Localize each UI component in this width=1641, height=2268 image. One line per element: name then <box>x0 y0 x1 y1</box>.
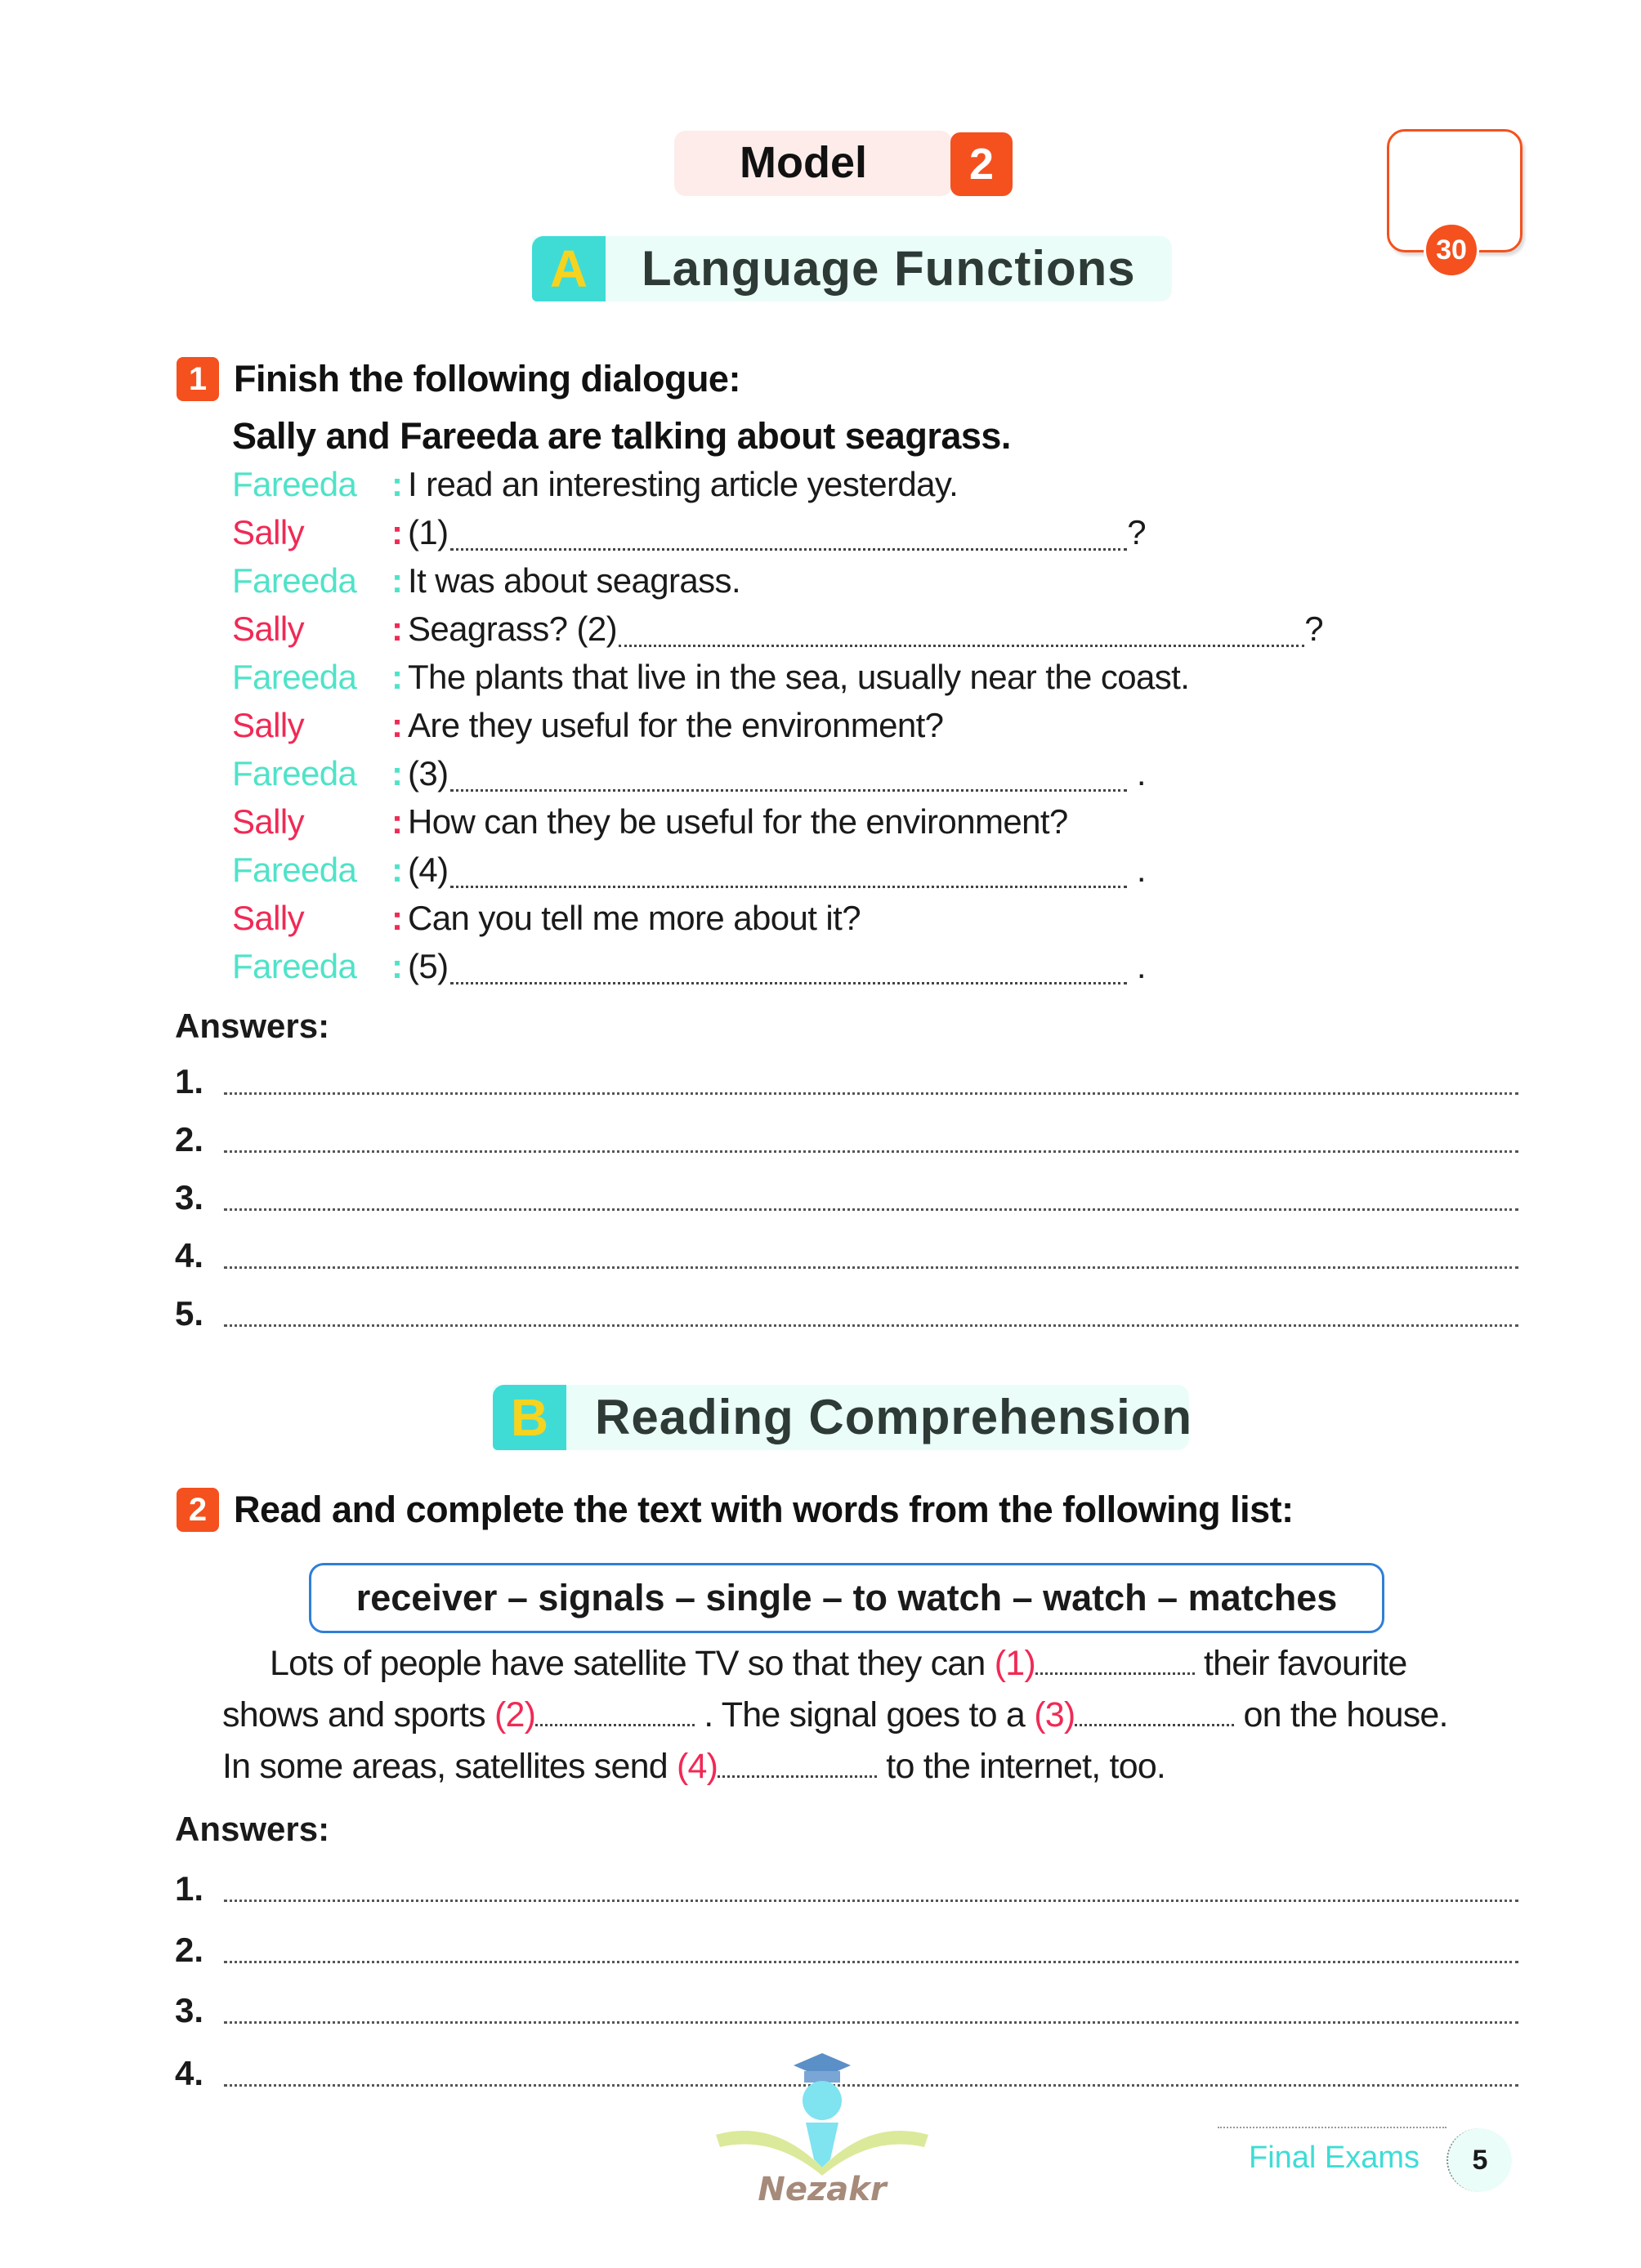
colon: : <box>391 561 403 600</box>
speaker-name: Fareeda <box>232 850 357 889</box>
speaker-name: Sally <box>232 899 305 937</box>
word-list-box: receiver – signals – single – to watch – watch – matches <box>309 1563 1384 1633</box>
section-a-letter: A <box>532 236 606 301</box>
blank-label-1: (1) <box>994 1644 1035 1683</box>
text: In some areas, satellites send <box>222 1747 677 1786</box>
paragraph-line-2 <box>222 1695 1522 1735</box>
answer-blank[interactable] <box>450 540 1128 551</box>
blank-label-3: (3) <box>1034 1695 1075 1734</box>
text: their favourite <box>1194 1644 1407 1683</box>
answer-number: 3. <box>175 1178 204 1217</box>
line-end: . <box>1136 754 1146 792</box>
blank-label-2: (2) <box>494 1695 536 1734</box>
answer-line[interactable] <box>224 2021 1518 2024</box>
line-text: I read an interesting article yesterday. <box>408 465 959 503</box>
colon: : <box>391 850 403 889</box>
line-text: It was about seagrass. <box>408 561 741 600</box>
answer-row <box>175 1991 1518 2030</box>
blank-4[interactable] <box>718 1767 877 1778</box>
answer-number: 5. <box>175 1294 204 1333</box>
answer-row <box>175 1869 1518 1909</box>
question-2-title: Read and complete the text with words from the following list: <box>234 1489 1294 1530</box>
answer-line[interactable] <box>224 1150 1518 1153</box>
model-label: Model <box>740 138 867 187</box>
text: on the house. <box>1234 1695 1448 1734</box>
dialogue-line <box>232 850 1146 898</box>
speaker-name: Sally <box>232 513 305 551</box>
text: shows and sports <box>222 1695 494 1734</box>
answer-number: 1. <box>175 1869 204 1908</box>
answer-number: 1. <box>175 1062 204 1101</box>
dialogue-line <box>232 706 943 753</box>
text: . The signal goes to a <box>695 1695 1035 1734</box>
line-text: (4) <box>408 850 449 889</box>
question-2-number: 2 <box>177 1488 219 1532</box>
blank-3[interactable] <box>1075 1716 1234 1726</box>
answer-blank[interactable] <box>619 636 1304 647</box>
question-1-title: Finish the following dialogue: <box>234 358 740 400</box>
line-text: (5) <box>408 947 449 985</box>
answer-number: 3. <box>175 1991 204 2029</box>
dialogue-line <box>232 561 740 609</box>
line-text: Seagrass? (2) <box>408 609 617 648</box>
dialogue-line <box>232 658 1189 705</box>
speaker-name: Fareeda <box>232 561 357 600</box>
blank-2[interactable] <box>535 1716 695 1726</box>
page-number: 5 <box>1446 2128 1512 2192</box>
colon: : <box>391 899 403 937</box>
footer-rule <box>1218 2127 1446 2128</box>
colon: : <box>391 513 403 551</box>
answer-line[interactable] <box>224 1324 1518 1327</box>
colon: : <box>391 465 403 503</box>
colon: : <box>391 658 403 696</box>
nezakr-logo <box>708 2045 937 2208</box>
line-end: . <box>1136 850 1146 889</box>
section-b-title: Reading Comprehension <box>595 1390 1193 1444</box>
dialogue-line <box>232 609 1323 657</box>
footer-label: Final Exams <box>1249 2141 1420 2175</box>
answer-number: 4. <box>175 1236 204 1275</box>
answer-line[interactable] <box>224 1900 1518 1902</box>
answers-label-2: Answers: <box>175 1810 330 1848</box>
colon: : <box>391 947 403 985</box>
answer-number: 2. <box>175 1120 204 1159</box>
answer-row <box>175 1931 1518 1970</box>
speaker-name: Fareeda <box>232 947 357 985</box>
model-number: 2 <box>950 132 1013 196</box>
answer-line[interactable] <box>224 1092 1518 1095</box>
line-end: . <box>1136 947 1146 985</box>
blank-label-4: (4) <box>677 1747 718 1786</box>
line-end: ? <box>1304 609 1323 648</box>
answer-line[interactable] <box>224 1266 1518 1269</box>
text: to the internet, too. <box>877 1747 1166 1786</box>
line-end: ? <box>1127 513 1146 551</box>
answer-row <box>175 1178 1518 1217</box>
answer-blank[interactable] <box>450 781 1127 792</box>
question-1-number: 1 <box>177 357 219 401</box>
answer-row <box>175 1120 1518 1159</box>
speaker-name: Sally <box>232 802 305 841</box>
dialogue-line <box>232 899 861 946</box>
dialogue-line <box>232 465 958 512</box>
colon: : <box>391 706 403 744</box>
paragraph-line-1 <box>270 1644 1569 1684</box>
colon: : <box>391 754 403 792</box>
speaker-name: Sally <box>232 706 305 744</box>
answers-label-1: Answers: <box>175 1007 330 1045</box>
line-text: (3) <box>408 754 449 792</box>
answer-row <box>175 1062 1518 1101</box>
answer-row <box>175 1294 1518 1333</box>
colon: : <box>391 609 403 648</box>
dialogue-line <box>232 754 1146 801</box>
dialogue-line <box>232 802 1068 850</box>
paragraph-line-3 <box>222 1747 1522 1787</box>
answer-row <box>175 1236 1518 1275</box>
speaker-name: Sally <box>232 609 305 648</box>
blank-1[interactable] <box>1035 1664 1195 1675</box>
answer-blank[interactable] <box>450 974 1127 984</box>
section-a-title: Language Functions <box>642 241 1136 296</box>
svg-text:Nezakr: Nezakr <box>758 2171 887 2208</box>
score-badge: 30 <box>1424 222 1479 278</box>
section-b-letter: B <box>493 1385 566 1450</box>
speaker-name: Fareeda <box>232 754 357 792</box>
dialogue-line <box>232 947 1146 994</box>
dialogue-line <box>232 513 1146 560</box>
line-text: Can you tell me more about it? <box>408 899 861 937</box>
line-text: How can they be useful for the environment? <box>408 802 1068 841</box>
question-1-subtitle: Sally and Fareeda are talking about seagrass. <box>232 415 1011 457</box>
answer-line[interactable] <box>224 1208 1518 1211</box>
text: Lots of people have satellite TV so that they can <box>270 1644 995 1683</box>
speaker-name: Fareeda <box>232 465 357 503</box>
answer-blank[interactable] <box>450 877 1127 888</box>
answer-line[interactable] <box>224 1961 1518 1963</box>
line-text: (1) <box>408 513 449 551</box>
answer-number: 4. <box>175 2054 204 2092</box>
line-text: Are they useful for the environment? <box>408 706 944 744</box>
line-text: The plants that live in the sea, usually near the coast. <box>408 658 1190 696</box>
colon: : <box>391 802 403 841</box>
answer-number: 2. <box>175 1931 204 1969</box>
speaker-name: Fareeda <box>232 658 357 696</box>
